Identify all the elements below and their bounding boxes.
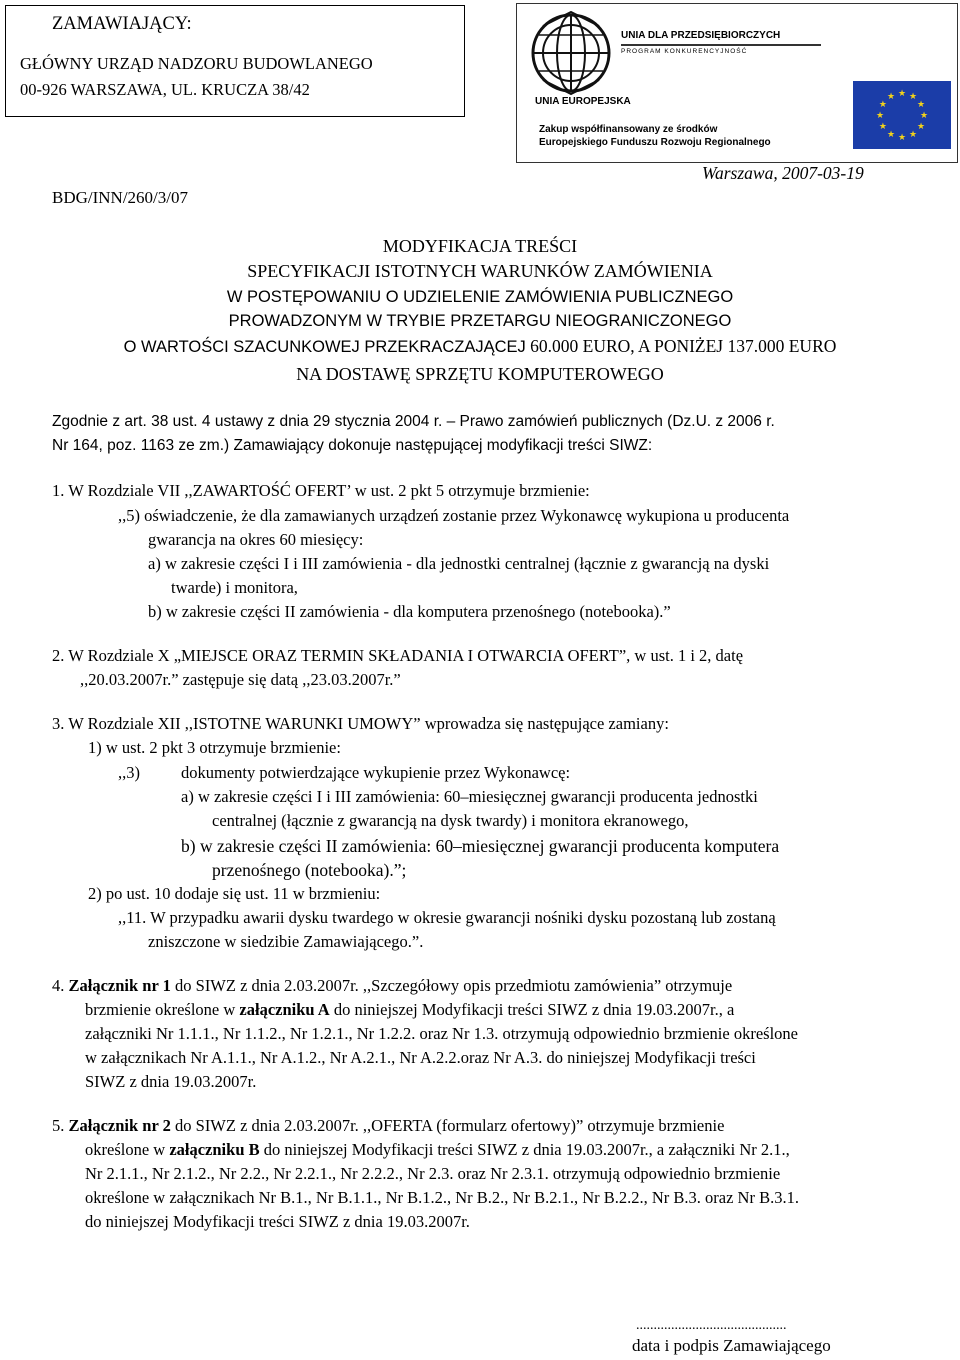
- heading-line3: W POSTĘPOWANIU O UDZIELENIE ZAMÓWIENIA PUBLICZNEGO: [226, 288, 734, 306]
- item5-line2-bold: załączniku B: [169, 1140, 260, 1159]
- item3-line3-num: ,,3): [118, 763, 140, 782]
- item5-line3: Nr 2.1.1., Nr 2.1.2., Nr 2.2., Nr 2.2.1., Nr 2.2.2., Nr 2.3. oraz Nr 2.3.1. otrzymują odpowiednio brzmienie: [85, 1164, 781, 1183]
- item3-line6: b) w zakresie części II zamówienia: 60–miesięcznej gwarancji producenta komputera: [181, 836, 780, 856]
- item3-line8: 2) po ust. 10 dodaje się ust. 11 w brzmieniu:: [88, 884, 381, 903]
- eu-flag-star-icon: ★: [878, 121, 887, 131]
- eu-flag-star-icon: ★: [908, 90, 918, 101]
- item4-line5: SIWZ z dnia 19.03.2007r.: [85, 1072, 257, 1091]
- eu-logo: [516, 3, 958, 163]
- eu-flag-star-icon: ★: [908, 129, 918, 140]
- item5-attachment-label: Załącznik nr 2: [68, 1116, 171, 1135]
- item1-line5: twarde) i monitora,: [171, 578, 298, 597]
- item4-line4: w załącznikach Nr A.1.1., Nr A.1.2., Nr A.2.1., Nr A.2.2.oraz Nr A.3. do niniejszej Modyfikacji treści: [85, 1048, 756, 1067]
- item5-number: 5.: [52, 1116, 65, 1135]
- heading-line2: SPECYFIKACJI ISTOTNYCH WARUNKÓW ZAMÓWIENIA: [247, 261, 713, 281]
- signature-label: data i podpis Zamawiającego: [632, 1336, 831, 1355]
- item4-line2: [85, 1000, 734, 1020]
- item5-line1-rest: do SIWZ z dnia 2.03.2007r. ,,OFERTA (formularz ofertowy)” otrzymuje brzmienie: [175, 1116, 725, 1135]
- heading-line6: NA DOSTAWĘ SPRZĘTU KOMPUTEROWEGO: [296, 364, 664, 384]
- eu-flag-star-icon: ★: [917, 121, 926, 131]
- eu-cofinance-line2: Europejskiego Funduszu Rozwoju Regionalnego: [539, 137, 771, 148]
- item1-line4: a) w zakresie części I i III zamówienia - dla jednostki centralnej (łącznie z gwarancją na dyski: [148, 554, 770, 573]
- heading-line5: [0, 336, 960, 357]
- eu-flag-icon: [853, 81, 951, 149]
- eu-flag-star-icon: ★: [897, 88, 907, 98]
- item5-line1: [52, 1116, 724, 1136]
- buyer-name: GŁÓWNY URZĄD NADZORU BUDOWLANEGO: [20, 54, 373, 73]
- buyer-label: ZAMAWIAJĄCY:: [52, 14, 192, 34]
- intro-line2: Nr 164, poz. 1163 ze zm.) Zamawiający dokonuje następującej modyfikacji treści SIWZ:: [52, 437, 653, 454]
- item4-line1-rest: do SIWZ z dnia 2.03.2007r. ,,Szczegółowy opis przedmiotu zamówienia” otrzymuje: [175, 976, 733, 995]
- buyer-address: 00-926 WARSZAWA, UL. KRUCZA 38/42: [20, 80, 310, 99]
- item4-line2-post: do niniejszej Modyfikacji treści SIWZ z dnia 19.03.2007r., a: [333, 1000, 735, 1019]
- item4-attachment-label: Załącznik nr 1: [68, 976, 171, 995]
- reference-number: BDG/INN/260/3/07: [52, 188, 188, 207]
- eu-flag-star-icon: ★: [897, 132, 907, 142]
- item2-line2: ,,20.03.2007r.” zastępuje się datą ,,23.03.2007r.”: [80, 670, 401, 689]
- eu-flag-star-icon: ★: [878, 99, 887, 109]
- item1-line3: gwarancja na okres 60 miesięcy:: [148, 530, 364, 549]
- item5-line2-post: do niniejszej Modyfikacji treści SIWZ z dnia 19.03.2007r., a załączniki Nr 2.1.,: [263, 1140, 790, 1159]
- item4-line2-bold: załączniku A: [239, 1000, 330, 1019]
- item2-line1: 2. W Rozdziale X „MIEJSCE ORAZ TERMIN SKŁADANIA I OTWARCIA OFERT”, w ust. 1 i 2, datę: [52, 646, 744, 665]
- item3-line5: centralnej (łącznie z gwarancją na dysk twardy) i monitora ekranowego,: [212, 811, 689, 830]
- intro-line1: Zgodnie z art. 38 ust. 4 ustawy z dnia 29 stycznia 2004 r. – Prawo zamówień publicznych (Dz.U. z 2006 r.: [52, 413, 775, 430]
- eu-flag-star-icon: ★: [886, 129, 896, 140]
- item1-line6: b) w zakresie części II zamówienia - dla komputera przenośnego (notebooka).”: [148, 602, 671, 621]
- item3-line7: przenośnego (notebooka).”;: [212, 860, 407, 880]
- item5-line5: do niniejszej Modyfikacji treści SIWZ z dnia 19.03.2007r.: [85, 1212, 470, 1231]
- item3-line10: zniszczone w siedzibie Zamawiającego.”.: [148, 932, 424, 951]
- item1-line1: 1. W Rozdziale VII ,,ZAWARTOŚĆ OFERT’ w ust. 2 pkt 5 otrzymuje brzmienie:: [52, 481, 590, 500]
- heading-line1: MODYFIKACJA TREŚCI: [382, 236, 578, 256]
- eu-cofinance-line1: Zakup współfinansowany ze środków: [539, 124, 718, 135]
- eu-union-label: UNIA EUROPEJSKA: [535, 96, 631, 107]
- item4-line3: załączniki Nr 1.1.1., Nr 1.1.2., Nr 1.2.1., Nr 1.2.2. oraz Nr 1.3. otrzymują odpowiednio brzmienie określone: [85, 1024, 798, 1043]
- eu-divider: [621, 44, 821, 46]
- signature-dots: ...........................................: [636, 1318, 787, 1333]
- heading-line5-b: 60.000 EURO, A PONIŻEJ 137.000 EURO: [530, 336, 837, 356]
- eu-flag-star-icon: ★: [917, 99, 926, 109]
- globe-icon: [525, 10, 617, 96]
- item1-line2: ,,5) oświadczenie, że dla zamawianych urządzeń zostanie przez Wykonawcę wykupiona u producenta: [118, 506, 790, 525]
- item5-line2: [85, 1140, 790, 1160]
- item3-line1: 3. W Rozdziale XII ,,ISTOTNE WARUNKI UMOWY” wprowadza się następujące zamiany:: [52, 714, 669, 733]
- item4-line1: [52, 976, 732, 996]
- item4-line2-pre: brzmienie określone w: [85, 1000, 236, 1019]
- item3-line3-text: dokumenty potwierdzające wykupienie przez Wykonawcę:: [181, 763, 571, 782]
- item3-line9: ,,11. W przypadku awarii dysku twardego w okresie gwarancji nośniki dysku pozostaną lub zostaną: [118, 908, 776, 927]
- heading-line5-a: O WARTOŚCI SZACUNKOWEJ PRZEKRACZAJĄCEJ: [123, 338, 526, 356]
- eu-flag-star-icon: ★: [886, 90, 896, 101]
- item3-line2: 1) w ust. 2 pkt 3 otrzymuje brzmienie:: [88, 738, 341, 757]
- place-date: Warszawa, 2007-03-19: [702, 163, 864, 183]
- item5-line4: określone w załącznikach Nr B.1., Nr B.1.1., Nr B.1.2., Nr B.2., Nr B.2.1., Nr B.2.2., Nr B.3. oraz Nr B.3.1.: [85, 1188, 799, 1207]
- eu-program-subtitle: PROGRAM KONKURENCYJNOŚĆ: [621, 48, 748, 55]
- eu-flag-star-icon: ★: [919, 110, 929, 120]
- item3-line4: a) w zakresie części I i III zamówienia: 60–miesięcznej gwarancji producenta jednostki: [181, 787, 758, 806]
- eu-flag-star-icon: ★: [875, 110, 885, 120]
- eu-program-title: UNIA DLA PRZEDSIĘBIORCZYCH: [621, 30, 781, 41]
- heading-line4: PROWADZONYM W TRYBIE PRZETARGU NIEOGRANICZONEGO: [228, 312, 732, 330]
- item4-number: 4.: [52, 976, 65, 995]
- item5-line2-pre: określone w: [85, 1140, 166, 1159]
